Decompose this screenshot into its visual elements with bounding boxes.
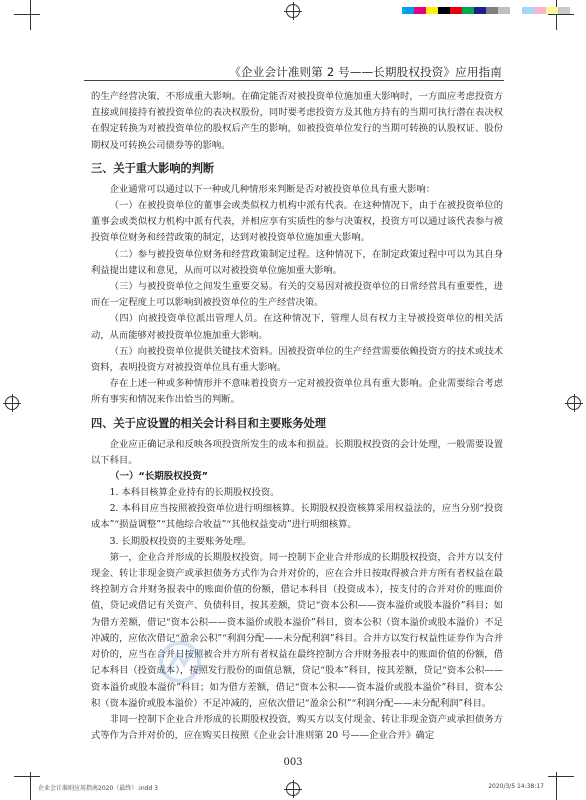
color-swatch	[462, 7, 474, 14]
color-bar	[402, 7, 570, 14]
section4-item: 3. 长期股权投资的主要账务处理。	[109, 535, 252, 547]
paragraph-continued: 的生产经营决策，不形成重大影响。在确定能否对被投资单位施加重大影响时，一方面应考虑投资方直接或间接持有被投资单位的表决权股份，同时要考虑投资方及其他方持有的当期可执行潜在表决权在假定转换为对被投资单位的股权后产生的影响，如被投资单位发行的当期可转换的认股权证、股份期权及可转换公司债券等的影响。	[91, 91, 503, 151]
section3-paragraph: （一）在被投资单位的董事会或类似权力机构中派有代表。在这种情况下，由于在被投资单位的董事会或类似权力机构中派有代表，并相应享有实质性的参与决策权，投资方可以通过该代表参与被投资单位财务和经营政策的制定，达到对被投资单位施加重大影响。	[91, 200, 503, 244]
color-swatch	[438, 7, 450, 14]
registration-mark-top	[286, 4, 300, 18]
section3-paragraph: 存在上述一种或多种情形并不意味着投资方一定对被投资单位具有重大影响。企业需要综合考虑所有事实和情况来作出恰当的判断。	[91, 378, 503, 406]
section3-paragraph: 企业通常可以通过以下一种或几种情形来判断是否对被投资单位具有重大影响：	[109, 183, 435, 195]
subsection-heading: （一）“长期股权投资”	[110, 471, 208, 483]
section4-item: 2. 本科目应当按照被投资单位进行明细核算。长期股权投资核算采用权益法的，应当分别“投资成本”“损益调整”“其他综合收益”“其他权益变动”进行明细核算。	[91, 503, 503, 531]
crop-mark-top-right-v	[556, 0, 557, 30]
registration-mark-bottom	[286, 782, 300, 796]
section3-paragraph: （三）与被投资单位之间发生重要交易。有关的交易因对被投资单位的日常经营具有重要性，进而在一定程度上可以影响到被投资单位的生产经营决策。	[91, 281, 503, 309]
crop-mark-top-right	[548, 14, 574, 15]
registration-mark-right	[567, 396, 581, 410]
registration-mark-left	[5, 396, 19, 410]
header-rule	[84, 80, 504, 81]
color-swatch	[510, 7, 522, 14]
crop-mark-top-left-v	[30, 0, 31, 30]
section3-paragraph: （五）向被投资单位提供关键技术资料。因被投资单位的生产经营需要依赖投资方的技术或技术资料，表明投资方对被投资单位具有重大影响。	[91, 345, 503, 374]
crop-mark-top-left	[14, 14, 40, 15]
color-swatch	[414, 7, 426, 14]
section4-item: 1. 本科目核算企业持有的长期股权投资。	[109, 487, 280, 499]
color-swatch	[426, 7, 438, 14]
color-swatch	[402, 7, 414, 14]
section4-paragraph: 非同一控制下企业合并形成的长期股权投资，购买方以支付现金、转让非现金资产或承担债务方式等作为合并对价的，应在购买日按照《企业会计准则第 20 号——企业合并》确定	[91, 713, 503, 742]
color-swatch	[474, 7, 486, 14]
crop-mark-bottom-right	[548, 776, 574, 777]
section4-paragraph: 第一，企业合并形成的长期股权投资。同一控制下企业合并形成的长期股权投资，合并方以支付现金、转让非现金资产或承担债务方式作为合并对价的，应在合并日按取得被合并方所有者权益在最终控制方合并财务报表中的账面价值的份额，借记本科目（投资成本），按支付的合并对价的账面价值，贷记或借记有关资产、负债科目，按其差额，贷记“资本公积——资本溢价或股本溢价”科目；如为借方差额，借记“资本公积——资本溢价或股本溢价”科目，资本公积（资本溢价或股本溢价）不足冲减的，应依次借记“盈余公积”“利润分配——未分配利润”科目。合并方以发行权益性证券作为合并对价的，应当在合并日按照被合并方所有者权益在最终控制方合并财务报表中的账面价值的份额，借记本科目（投资成本），按照发行股份的面值总额，贷记“股本”科目，按其差额，贷记“资本公积——资本溢价或股本溢价”科目；如为借方差额，借记“资本公积——资本溢价或股本溢价”科目，资本公积（资本溢价或股本溢价）不足冲减的，应依次借记“盈余公积”“利润分配——未分配利润”科目。	[91, 551, 503, 709]
crop-mark-bottom-left-v	[30, 772, 31, 800]
page-number: 003	[283, 757, 303, 768]
crop-mark-bottom-left	[14, 776, 40, 777]
color-swatch	[498, 7, 510, 14]
print-slug-timestamp: 2020/3/5 14:38:17	[488, 783, 544, 790]
section-heading-3: 三、关于重大影响的判断	[91, 161, 215, 175]
print-slug-filename: 企业会计准则应用指南2020（最终）.indd 3	[38, 785, 158, 792]
color-swatch	[450, 7, 462, 14]
color-swatch	[546, 7, 558, 14]
running-header-title: 《企业会计准则第 2 号——长期股权投资》应用指南	[229, 65, 502, 79]
section3-paragraph: （二）参与被投资单位财务和经营政策制定过程。这种情况下，在制定政策过程中可以为其自身利益提出建议和意见，从而可以对被投资单位施加重大影响。	[91, 248, 503, 276]
color-swatch	[534, 7, 546, 14]
section4-intro: 企业应正确记录和反映各项投资所发生的成本和损益。长期股权投资的会计处理，一般需要设置以下科目。	[91, 438, 503, 466]
color-swatch	[558, 7, 570, 14]
color-swatch	[486, 7, 498, 14]
section-heading-4: 四、关于应设置的相关会计科目和主要账务处理	[91, 416, 326, 430]
section3-paragraph: （四）向被投资单位派出管理人员。在这种情况下，管理人员有权力主导被投资单位的相关活动，从而能够对被投资单位施加重大影响。	[91, 313, 503, 341]
color-swatch	[522, 7, 534, 14]
crop-mark-bottom-right-v	[556, 772, 557, 800]
watermark-logo	[158, 636, 438, 688]
